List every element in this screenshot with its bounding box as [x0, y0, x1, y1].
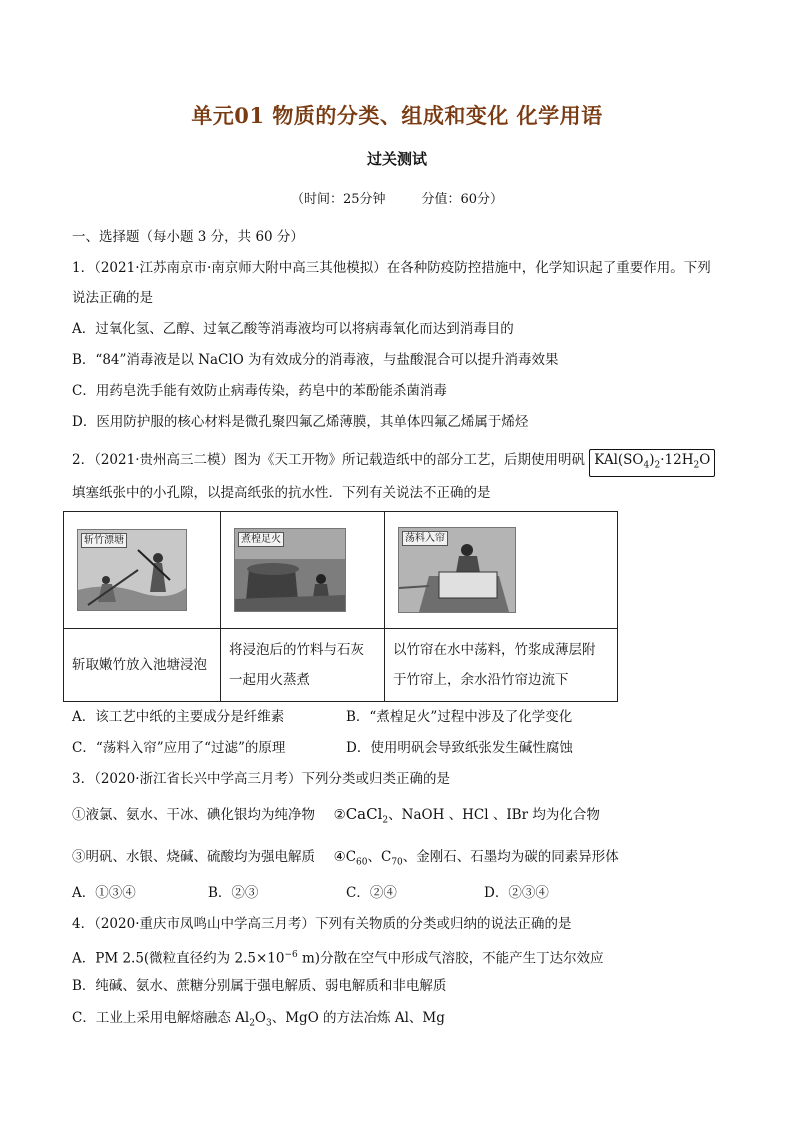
boiling-illustration [234, 528, 346, 612]
q4-option-b: B．纯碱、氨水、蔗糖分别属于强电解质、弱电解质和非电解质 [72, 978, 447, 994]
q1-stem-line1: 1．（2021·江苏南京市·南京师大附中高三其他模拟）在各种防疫防控措施中，化学知识起了重要作用。下列 [72, 260, 711, 276]
q4-stem: 4．（2020·重庆市凤鸣山中学高三月考）下列有关物质的分类或归纳的说法正确的是 [72, 916, 572, 932]
screen-dipping-illustration [398, 527, 516, 613]
q2-stem-line1 [72, 449, 715, 477]
q3-statement-3: ③明矾、水银、烧碱、硫酸均为强电解质 [72, 849, 315, 865]
q2-option-a: A．该工艺中纸的主要成分是纤维素 [72, 709, 285, 725]
q3-option-b: B．②③ [208, 885, 259, 901]
score-label: 分值：60分） [421, 192, 504, 207]
q3-stem: 3．（2020·浙江省长兴中学高三月考）下列分类或归类正确的是 [72, 771, 450, 787]
page-title: 单元01 物质的分类、组成和变化 化学用语 [191, 103, 603, 128]
figure-desc-1: 斩取嫩竹放入池塘浸泡 [64, 629, 221, 702]
time-label: （时间：25分钟 [290, 192, 386, 207]
q1-option-d: D．医用防护服的核心材料是微孔聚四氟乙烯薄膜，其单体四氟乙烯属于烯烃 [72, 414, 529, 430]
exam-info [0, 188, 794, 207]
figure-desc-3: 以竹帘在水中荡料，竹浆成薄层附 于竹帘上，余水沿竹帘边流下 [385, 629, 618, 702]
alum-formula: $KAl(SO_4)_2\cdot 12H_2O$ [589, 449, 715, 477]
figure-cell-1 [64, 512, 221, 629]
q1-stem-line2: 说法正确的是 [72, 290, 153, 306]
q3-statements-1-2 [72, 805, 600, 830]
section-heading: 一、选择题（每小题 3 分，共 60 分） [72, 229, 304, 245]
q1-option-b: B．“84”消毒液是以 NaClO 为有效成分的消毒液，与盐酸混合可以提升消毒效果 [72, 352, 559, 368]
page-subtitle: 过关测试 [366, 150, 427, 168]
figure-caption-1: 斩竹漂塘 [81, 533, 127, 548]
q3-option-c: C．②④ [346, 885, 397, 901]
q1-option-c: C．用药皂洗手能有效防止病毒传染，药皂中的苯酚能杀菌消毒 [72, 383, 447, 399]
q2-stem-line2: 填塞纸张中的小孔隙，以提高纸张的抗水性．下列有关说法不正确的是 [72, 485, 491, 501]
q1-option-a: A．过氧化氢、乙醇、过氧乙酸等消毒液均可以将病毒氧化而达到消毒目的 [72, 321, 514, 337]
figure-cell-3 [385, 512, 618, 629]
q2-option-b: B．“煮楻足火”过程中涉及了化学变化 [346, 709, 573, 725]
figure-caption-3: 荡料入帘 [402, 531, 448, 546]
q2-option-d: D．使用明矾会导致纸张发生碱性腐蚀 [346, 740, 573, 756]
papermaking-figure-table [63, 511, 618, 702]
q4-option-c: C．工业上采用电解熔融态 $Al_2O_3$、MgO 的方法冶炼 Al、Mg [72, 1010, 445, 1029]
bamboo-soaking-illustration [77, 529, 187, 611]
q2-stem-text: 2．（2021·贵州高三二模）图为《天工开物》所记载造纸中的部分工艺，后期使用明矾 [72, 452, 585, 468]
q3-statement-2: ②CaCl$_2$、NaOH 、HCl 、IBr 均为化合物 [333, 805, 600, 826]
q3-option-a: A．①③④ [72, 885, 136, 901]
figure-cell-2 [221, 512, 385, 629]
q3-statements-3-4 [72, 848, 619, 872]
figure-caption-2: 煮楻足火 [238, 532, 284, 547]
q3-statement-1: ①液氯、氨水、干冰、碘化银均为纯净物 [72, 807, 315, 823]
q4-option-a: A．PM 2.5(微粒直径约为 $2.5\times 10^{-6}$ m)分散在空气中形成气溶胶，不能产生丁达尔效应 [72, 950, 604, 967]
figure-desc-2: 将浸泡后的竹料与石灰 一起用火蒸煮 [221, 629, 385, 702]
q3-option-d: D．②③④ [484, 885, 549, 901]
q3-statement-4: $④C_{60}$、$C_{70}$、金刚石、石墨均为碳的同素异形体 [333, 849, 619, 868]
q2-option-c: C．“荡料入帘”应用了“过滤”的原理 [72, 740, 286, 756]
